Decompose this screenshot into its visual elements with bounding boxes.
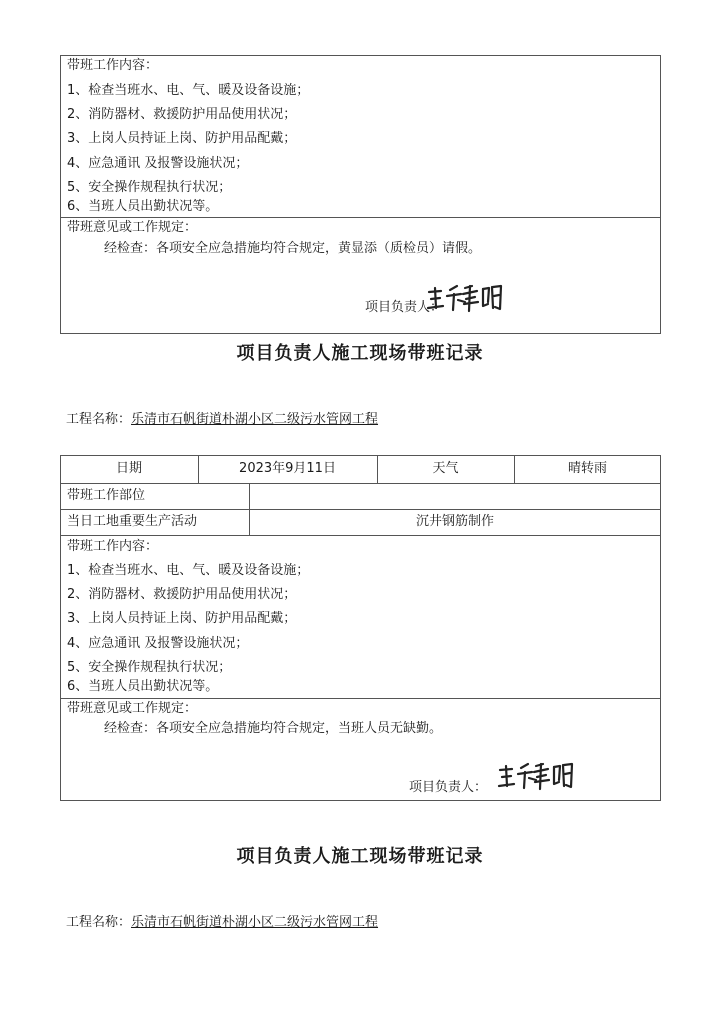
record1-item-3: 3、上岗人员持证上岗、防护用品配戴； <box>67 131 297 146</box>
record2-title: 项目负责人施工现场带班记录 <box>236 343 484 364</box>
record1-item-6: 6、当班人员出勤状况等。 <box>67 199 219 214</box>
record2-project-name: 乐清市石帆街道朴湖小区二级污水管网工程 <box>131 412 379 427</box>
record2-date-label: 日期 <box>115 461 142 476</box>
record1-opinion-heading: 带班意见或工作规定： <box>67 220 198 235</box>
record2-project-line <box>66 408 378 427</box>
record2-activity-label: 当日工地重要生产活动 <box>67 514 198 529</box>
record1-item-2: 2、消防器材、救援防护用品使用状况； <box>67 107 297 122</box>
record2-date-value: 2023年9月11日 <box>239 461 336 476</box>
record2-divider <box>60 509 661 510</box>
signature-image <box>496 758 581 792</box>
record2-item-1: 1、检查当班水、电、气、暖及设备设施； <box>67 563 310 578</box>
record2-divider <box>60 535 661 536</box>
record3-project-label: 工程名称： <box>66 915 132 930</box>
record1-signer-label: 项目负责人： <box>365 300 444 315</box>
record2-divider <box>60 698 661 699</box>
record3-project-line <box>66 911 378 930</box>
record3-title: 项目负责人施工现场带班记录 <box>236 846 484 867</box>
record2-weather-value: 晴转雨 <box>567 461 607 476</box>
record2-content-heading: 带班工作内容： <box>67 539 159 554</box>
record2-location-label: 带班工作部位 <box>67 488 146 503</box>
record2-project-label: 工程名称： <box>66 412 132 427</box>
record2-item-2: 2、消防器材、救援防护用品使用状况； <box>67 587 297 602</box>
record2-item-6: 6、当班人员出勤状况等。 <box>67 679 219 694</box>
record1-item-5: 5、安全操作规程执行状况； <box>67 180 232 195</box>
record2-item-5: 5、安全操作规程执行状况； <box>67 660 232 675</box>
record2-item-3: 3、上岗人员持证上岗、防护用品配戴； <box>67 611 297 626</box>
record2-table <box>60 455 661 801</box>
record1-opinion-text: 经检查：各项安全应急措施均符合规定，黄显添（质检员）请假。 <box>104 241 482 256</box>
record2-opinion-heading: 带班意见或工作规定： <box>67 701 198 716</box>
record2-signer-label: 项目负责人： <box>409 780 488 795</box>
record2-activity-value: 沉井钢筋制作 <box>415 514 494 529</box>
record2-weather-label: 天气 <box>432 461 459 476</box>
record2-divider <box>60 483 661 484</box>
record1-item-4: 4、应急通讯 及报警设施状况； <box>67 156 249 171</box>
record2-item-4: 4、应急通讯 及报警设施状况； <box>67 636 249 651</box>
record1-item-1: 1、检查当班水、电、气、暖及设备设施； <box>67 83 310 98</box>
record1-content-heading: 带班工作内容： <box>67 58 159 73</box>
signature-image <box>425 280 510 314</box>
record3-project-name: 乐清市石帆街道朴湖小区二级污水管网工程 <box>131 915 379 930</box>
record2-opinion-text: 经检查：各项安全应急措施均符合规定，当班人员无缺勤。 <box>104 721 443 736</box>
